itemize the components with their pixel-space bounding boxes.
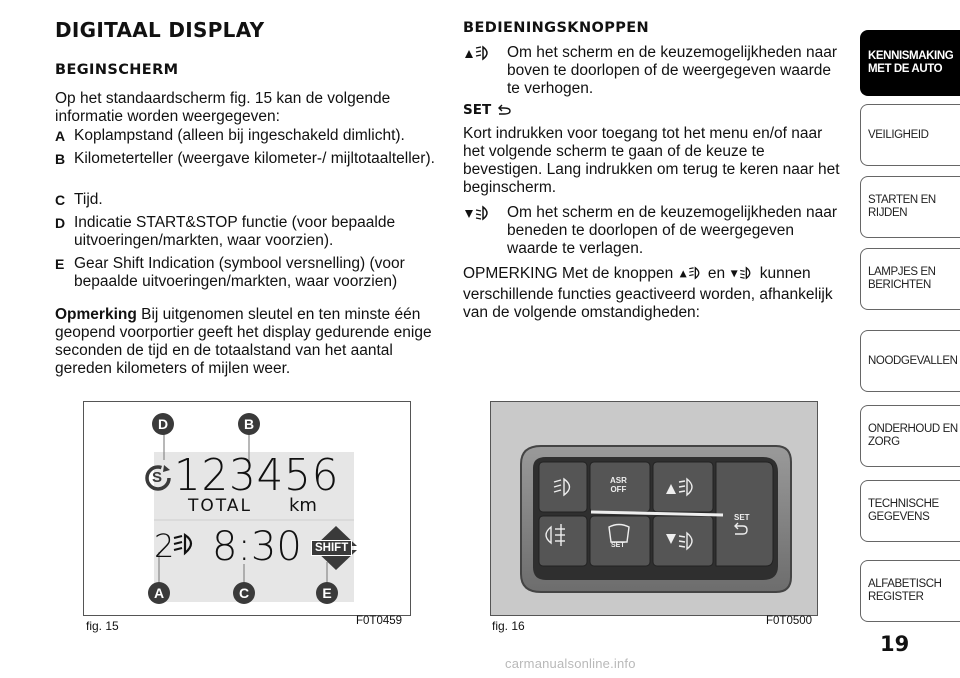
odometer-value: 123456 <box>174 450 340 501</box>
fig15-code: F0T0459 <box>356 615 403 627</box>
fig15-caption: fig. 15 <box>86 619 119 633</box>
figure-16-buttons <box>490 401 818 616</box>
set-small-label: SET <box>611 542 625 549</box>
asr-label: ASR <box>610 476 627 485</box>
item-text: Indicatie START&STOP functie (voor bepaalde uitvoeringen/markten, waar voorzien). <box>74 214 396 249</box>
callout-b: B <box>238 413 260 435</box>
list-item <box>55 214 445 250</box>
tab-technische[interactable] <box>860 480 960 542</box>
opmerking-suffix: kunnen <box>759 265 811 282</box>
start-stop-icon <box>144 464 172 497</box>
opmerking-rest: verschillende functies geactiveerd worden, afhankelijk van de volgende omstandigheden: <box>463 286 833 321</box>
set-heading <box>463 102 514 118</box>
up-button-text: Om het scherm en de keuzemogelijkheden naar boven te doorlopen of de weergegeven waarde te verhogen. <box>507 44 837 97</box>
section-heading-beginscherm: BEGINSCHERM <box>55 62 179 78</box>
note-paragraph <box>55 306 440 378</box>
lamp-down-icon <box>463 204 493 227</box>
item-letter: D <box>55 215 66 231</box>
item-letter: A <box>55 128 66 144</box>
list-item <box>55 191 445 209</box>
up-button-description <box>463 44 848 98</box>
total-label: TOTAL <box>188 496 252 516</box>
page-title: DIGITAAL DISPLAY <box>55 18 265 42</box>
set-button-label: SET <box>734 513 750 522</box>
fig16-code: F0T0500 <box>766 615 813 627</box>
lamp-up-icon <box>678 265 704 286</box>
item-text: Koplampstand (alleen bij ingeschakeld dimlicht). <box>74 127 405 144</box>
item-letter: C <box>55 192 66 208</box>
tab-veiligheid[interactable] <box>860 104 960 166</box>
callout-c: C <box>233 582 255 604</box>
down-button-text: Om het scherm en de keuzemogelijkheden naar beneden te doorlopen of de weergegeven waarde te verlagen. <box>507 204 837 257</box>
tab-label: KENNISMAKING MET DE AUTO <box>868 50 954 75</box>
set-text: Kort indrukken voor toegang tot het menu en/of naar het volgende scherm te gaan of de keuze te bevestigen. Lang indrukken om terug te keren naar het beginscherm. <box>463 125 840 196</box>
tab-lampjes[interactable] <box>860 248 960 310</box>
section-heading-bedieningsknoppen: BEDIENINGSKNOPPEN <box>463 20 650 36</box>
list-item <box>55 150 445 168</box>
set-label: SET <box>463 102 492 118</box>
tab-starten[interactable] <box>860 176 960 238</box>
tab-label: ALFABETISCH REGISTER <box>868 578 942 603</box>
note-text: Bij uitgenomen sleutel en ten minste één geopend voorportier geeft het display gedurende enige seconden de tijd en de totaalstand van het aantal gereden kilometers of mijlen weer. <box>55 306 432 377</box>
clock-value: 8:30 <box>212 524 302 570</box>
lamp-up-icon <box>463 44 493 67</box>
note-label: Opmerking <box>55 306 137 323</box>
unit-label: km <box>289 495 317 516</box>
tab-label: VEILIGHEID <box>868 128 929 141</box>
callout-e: E <box>316 582 338 604</box>
tab-noodgevallen[interactable] <box>860 330 960 392</box>
item-text: Kilometerteller (weergave kilometer-/ mijltotaalteller). <box>74 150 435 167</box>
callout-d: D <box>152 413 174 435</box>
list-item <box>55 127 445 145</box>
start-stop-symbol: S <box>152 469 163 486</box>
set-return-icon <box>496 102 514 118</box>
off-label: OFF <box>610 485 627 494</box>
intro-paragraph: Op het standaardscherm fig. 15 kan de volgende informatie worden weergegeven: <box>55 90 391 125</box>
asr-off-label <box>610 476 627 494</box>
headlamp-icon <box>172 532 198 561</box>
tab-label: ONDERHOUD EN ZORG <box>868 423 958 448</box>
headlamp-level: 2 <box>154 527 175 565</box>
tab-label: STARTEN EN RIJDEN <box>868 194 936 219</box>
item-text: Tijd. <box>74 191 103 208</box>
fig16-caption: fig. 16 <box>492 619 525 633</box>
watermark: carmanualsonline.info <box>505 656 636 671</box>
figure-15-display <box>83 401 411 616</box>
page-number: 19 <box>880 632 910 656</box>
item-letter: B <box>55 151 66 167</box>
lamp-down-icon <box>729 265 755 286</box>
tab-label: TECHNISCHE GEGEVENS <box>868 498 939 523</box>
tab-label: NOODGEVALLEN <box>868 354 958 367</box>
tab-alfabetisch[interactable] <box>860 560 960 622</box>
tab-onderhoud[interactable] <box>860 405 960 467</box>
shift-indicator <box>313 524 359 577</box>
tab-label: LAMPJES EN BERICHTEN <box>868 266 936 291</box>
opmerking-prefix: OPMERKING Met de knoppen <box>463 265 674 282</box>
item-letter: E <box>55 256 65 272</box>
tab-kennismaking[interactable] <box>860 30 960 96</box>
opmerking-paragraph <box>463 265 853 322</box>
item-text: Gear Shift Indication (symbool versnelling) (voor bepaalde uitvoeringen/markten, waar voorzien) <box>74 255 405 290</box>
shift-label: SHIFT <box>311 540 352 556</box>
opmerking-and: en <box>707 265 726 282</box>
callout-a: A <box>148 582 170 604</box>
down-button-description <box>463 204 848 258</box>
list-item <box>55 255 445 291</box>
